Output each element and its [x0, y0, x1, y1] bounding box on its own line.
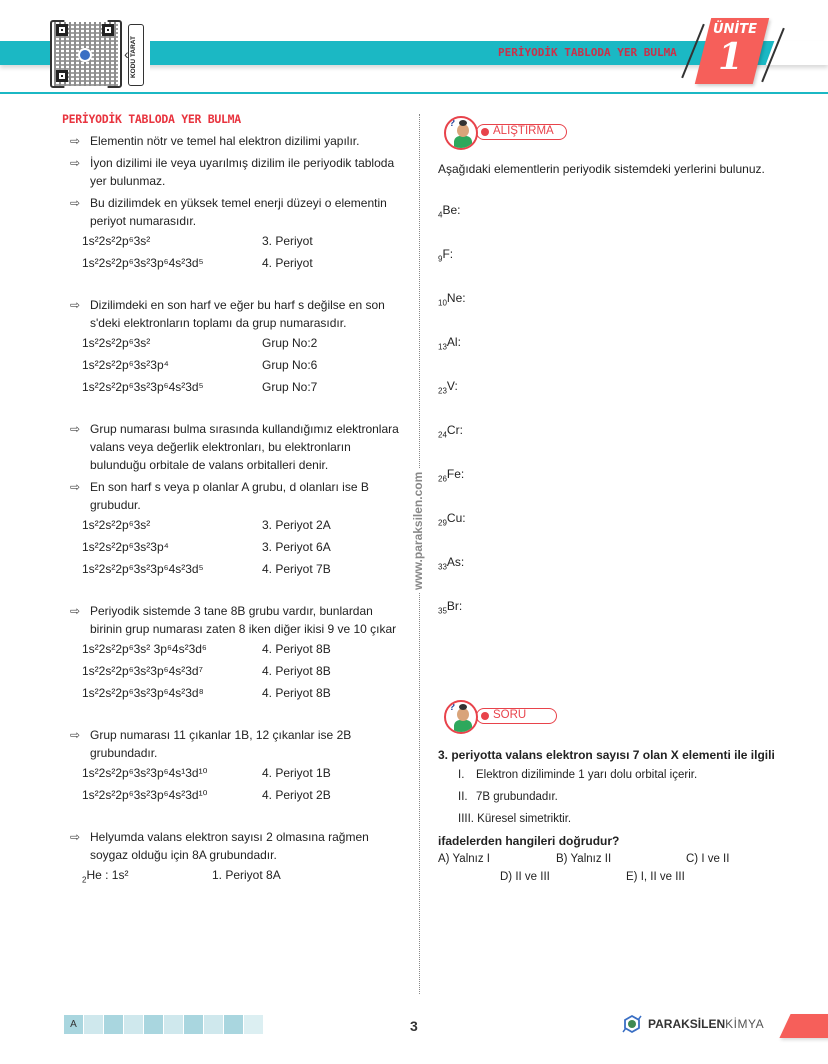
config-row: 1s²2s²2p⁶3s²3p⁶4s²3d⁸ 4. Periyot 8B	[82, 686, 331, 700]
arrow-right-icon: ⇨	[70, 298, 81, 312]
bullet-item: ⇨ Dizilimdeki en son harf ve eğer bu harf s değilse en son s'deki elektronların toplamı da grup numarasıdır.	[70, 298, 385, 330]
question-mark-icon: ?	[449, 702, 456, 713]
arrow-right-icon: ⇨	[70, 134, 81, 148]
config-row: 1s²2s²2p⁶3s²3p⁶4s²3d⁵ 4. Periyot 7B	[82, 562, 331, 576]
question-prompt: ifadelerden hangileri doğrudur?	[438, 834, 620, 848]
header-title: PERİYODİK TABLODA YER BULMA	[498, 46, 677, 59]
config-row: 1s²2s²2p⁶3s²3p⁶4s²3d⁷ 4. Periyot 8B	[82, 664, 331, 678]
option-d[interactable]: D) II ve III	[500, 871, 550, 883]
config-row: 1s²2s²2p⁶3s² 3p⁶4s²3d⁶ 4. Periyot 8B	[82, 642, 331, 656]
exercise-instructions: Aşağıdaki elementlerin periyodik sistemdeki yerlerini bulunuz.	[438, 162, 765, 176]
dot-icon	[481, 712, 489, 720]
qr-code-block[interactable]	[50, 20, 150, 88]
exercise-column	[438, 112, 808, 886]
statement-item: IIII. Küresel simetriktir.	[458, 813, 572, 825]
arrow-right-icon: ⇨	[70, 196, 81, 210]
exercise-badge	[438, 112, 808, 152]
footer-accent	[779, 1014, 828, 1038]
bullet-item: ⇨ Helyumda valans elektron sayısı 2 olmasına rağmen soygaz olduğu için 8A grubundadır.	[70, 830, 369, 862]
statement-item: I. Elektron diziliminde 1 yarı dolu orbital içerir.	[458, 769, 698, 781]
element-item: $_{35}$Br:	[438, 599, 463, 616]
element-item: $_{29}$Cu:	[438, 511, 466, 528]
element-item: $_{33}$As:	[438, 555, 465, 572]
page-number: 3	[410, 1018, 418, 1034]
question-badge	[438, 696, 808, 736]
theory-column	[62, 112, 402, 886]
arrow-right-icon: ⇨	[70, 604, 81, 618]
mascot-avatar	[444, 700, 478, 734]
question-title: 3. periyotta valans elektron sayısı 7 olan X elementi ile ilgili	[438, 748, 775, 762]
option-b[interactable]: B) Yalnız II	[556, 853, 612, 865]
hexagon-logo-icon	[622, 1014, 642, 1034]
config-row: 1s²2s²2p⁶3s² 3. Periyot	[82, 234, 313, 248]
bullet-item: ⇨ Periyodik sistemde 3 tane 8B grubu vardır, bunlardan birinin grup numarası zaten 8 iken diğer ikisi 9 ve 10 çıkar	[70, 604, 397, 636]
arrow-right-icon: ⇨	[70, 422, 81, 436]
dot-icon	[481, 128, 489, 136]
brand-logo	[622, 1014, 764, 1034]
config-row: 1s²2s²2p⁶3s²3p⁶4s²3d¹⁰ 4. Periyot 2B	[82, 788, 331, 802]
qr-logo-icon	[78, 48, 92, 62]
brand-name-bold: PARAKSİLEN	[648, 1017, 726, 1031]
config-row: 1s²2s²2p⁶3s²3p⁴ Grup No:6	[82, 358, 318, 372]
element-item: $_{10}$Ne:	[438, 291, 466, 308]
option-e[interactable]: E) I, II ve III	[626, 871, 685, 883]
option-a[interactable]: A) Yalnız I	[438, 853, 490, 865]
arrow-right-icon: ⇨	[70, 830, 81, 844]
config-row: 1s²2s²2p⁶3s² 3. Periyot 2A	[82, 518, 331, 532]
element-item: $_{23}$V:	[438, 379, 458, 396]
arrow-right-icon: ⇨	[70, 728, 81, 742]
question-mark-icon: ?	[449, 118, 456, 129]
section-title: PERİYODİK TABLODA YER BULMA	[62, 112, 241, 126]
chevron-left-icon: ‹	[124, 46, 129, 62]
statement-item: II. 7B grubundadır.	[458, 791, 558, 803]
config-row: 1s²2s²2p⁶3s²3p⁶4s²3d⁵ 4. Periyot	[82, 256, 313, 270]
brand-name-light: KİMYA	[725, 1017, 765, 1031]
element-item: $_4$Be:	[438, 203, 461, 220]
bullet-item: ⇨ Grup numarası 11 çıkanlar 1B, 12 çıkanlar ise 2B grubundadır.	[70, 728, 352, 760]
bullet-item: ⇨ Elementin nötr ve temel hal elektron dizilimi yapılır.	[70, 134, 360, 148]
bullet-item: ⇨ İyon dizilimi ile veya uyarılmış dizilim ile periyodik tabloda yer bulunmaz.	[70, 156, 395, 188]
element-item: $_9$F:	[438, 247, 454, 264]
exercise-pill: ALIŞTIRMA	[476, 124, 567, 140]
helium-row: $_2$He : 1s² 1. Periyot 8A	[82, 868, 281, 885]
element-item: $_{26}$Fe:	[438, 467, 465, 484]
qr-label: KODU TARAT	[130, 36, 137, 79]
bullet-item: ⇨ En son harf s veya p olanlar A grubu, d olanları ise B grubudur.	[70, 480, 369, 512]
config-row: 1s²2s²2p⁶3s²3p⁶4s²3d⁵ Grup No:7	[82, 380, 318, 394]
unit-label: ÜNİTE	[713, 22, 758, 37]
watermark: www.paraksilen.com	[411, 469, 425, 593]
element-item: $_{13}$Al:	[438, 335, 461, 352]
footer-tab-active: A	[64, 1015, 83, 1034]
mascot-avatar	[444, 116, 478, 150]
arrow-right-icon: ⇨	[70, 480, 81, 494]
option-c[interactable]: C) I ve II	[686, 853, 730, 865]
bullet-item: ⇨ Grup numarası bulma sırasında kullandığımız elektronlara valans veya değerlik elektronları, bu elektronların bulunduğu orbitale de valans orbitalleri denir.	[70, 422, 399, 472]
answer-options	[438, 850, 808, 886]
arrow-right-icon: ⇨	[70, 156, 81, 170]
config-row: 1s²2s²2p⁶3s²3p⁴ 3. Periyot 6A	[82, 540, 331, 554]
config-row: 1s²2s²2p⁶3s²3p⁶4s¹3d¹⁰ 4. Periyot 1B	[82, 766, 331, 780]
question-pill: SORU	[476, 708, 557, 724]
unit-number: 1	[718, 36, 744, 78]
element-item: $_{24}$Cr:	[438, 423, 463, 440]
footer-tabs	[64, 1015, 263, 1034]
config-row: 1s²2s²2p⁶3s² Grup No:2	[82, 336, 318, 350]
header-rule	[0, 92, 828, 94]
bullet-item: ⇨ Bu dizilimdek en yüksek temel enerji düzeyi o elementin periyot numarasıdır.	[70, 196, 387, 228]
